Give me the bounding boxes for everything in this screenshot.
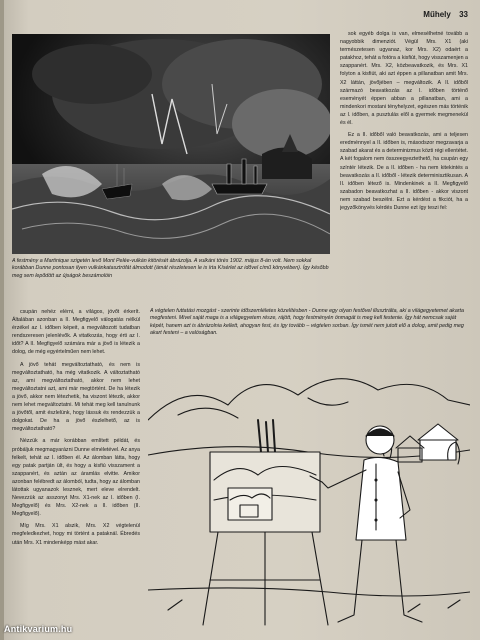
volcano-painting-art — [12, 34, 330, 254]
right-paragraph: Ez a II. időből való beavatkozás, ami a teljesen eredménnyel a II. időben is, másodszor megzavarja a szabad akarat és a determinizmus közti régi ellentétet. A két fogalom nem összeegyeztethető, ha csupán egy színtér létezik. De a II. időben - ha nem kitekintés a beavatkozás a II. időből - létezik determinisztikusan. A II. időben létező is. Mindenkinek a II. Megfigyelő szabadon beavatkozhat a II. időben - akkor viszont nem szabad beszélni. Ezt a kérdést a fikciót, ha a jegyzőkönyvés kérdés Dunne ezt így teszi fel: — [340, 132, 468, 211]
photo-caption-text: A festmény a Martinique szigetén levő Mont Pelée-vulkán kitörését ábrázolja. A vulkáni törés 1902. május 8-án volt. Nem sokkal korábban Dunne pontosan ilyen vulkánkatasztrófát álmodott (ámát részletesen le is írta Kísérlet az idővel című könyvében). Így később meg sem lepődött az újságok beszámolóin — [12, 258, 329, 279]
painter-illustration-art — [148, 360, 470, 630]
left-paragraph: Míg Mrs. X1 alszik, Mrs. X2 végtelenül megfeledkezhet, hogy mi történt a pataknál. Ébredés után Mrs. X1 mindenképp mást akar. — [12, 523, 140, 546]
page-header — [423, 10, 468, 19]
drawing-caption-text: A végtelen futtatási mozgást - szerinte időszemléletes közelítésben - Dunne egy olyan festővel illusztrálta, aki a világegyetemet akarta megfesteni. Mivel saját maga is a világegyetem része, rájött, hogy festményén önmagát is meg kell festenie. Így hát nemcsak saját képét, hanem azt is ábrázolnia kellett, ahogyan fest, és így tovább – végtelen sorban. Így ismét nem jutott elő a dolog, amit pedig meg akart festeni – a valóságban. — [150, 308, 464, 337]
left-column — [12, 308, 140, 633]
section-title: Műhely — [423, 10, 451, 19]
photo-caption — [12, 258, 330, 302]
left-paragraph: csupán nehéz elérni, a világos, jövőt érkerít. Általában azonban a II. Megfigyelő válogatás nélkül érzékel az I. időben képeit, a megváltozott tudatban rendszeresen jelenlévők. A vitatkozás, hogy érti az I. időt? A II. Megfigyelő számára már a jövő is létezik a dolog, de még egyértelműen nem lehet. — [12, 309, 140, 356]
right-paragraph: sok egyéb dolga is van, elmesélhetné tovább a nagyobbik dimenziót. Végül Mrs. X1 (aki természetesen ugyanaz, kor Mrs. X2) odaért a patakhoz, tehát a fotóra a kisfiút, hogy visszamenjen a szappanért. Mrs. X2, közbeavatkozik, és Mrs. X1 folyton a kisfiút, aki azt éppen a pillanatban amit Mrs. X2 láttán, jövőjében – megváltozik. A II. időből származó beavatkozás az I. időben történő eseményét éppen abban a pillanatban, ami a mindenkori mostani tényhelyzet, egészen más történik az I. időben, a pusztulás elől a gyermek megmenekül és él. — [340, 31, 468, 127]
page-edge — [0, 0, 4, 640]
volcano-painting — [12, 34, 330, 254]
drawing-caption — [150, 308, 470, 358]
page-number: 33 — [459, 10, 468, 19]
left-paragraph: Nézzük a már korábban említett példát, és próbáljuk megmagyarázni Dunne elméletével. Az anya felkelt, tehát az I. időben él. Az álomban látta, hogy egy patak partján ült, és hogy a kisfiú visszament a szappanért, és aztán az áramlás elvitte. Amikor azonban felébredt az álomból, tudta, hogy az álomban látottak ugyanazok lesznek, mert eleve elrendelt. Nevezzük az asszonyt Mrs. X1-nek az I. időben (I. Megfigyelő) és Mrs. X2-nek a II. időben (II. Megfigyelő). — [12, 438, 140, 518]
painter-illustration — [148, 360, 470, 630]
left-paragraph: A jövő tehát megváltoztatható, és nem is megváltoztatható, ha még vitatkozik. A változtatható az, ami megváltoztatható, akkor nem lehet megváltoztatni azt, ami már megtörtént. De ha létezik a jövő, akkor nem létezhetik, ha viszont létezik, akkor nem lehet megváltoztatni. Mi tehát meg kell tanulnunk a jövőtől, amit észlelünk, hogy lássuk és rendezzük a dolgokat. De ha a jövő észlelhető, az is megváltoztatható? — [12, 361, 140, 433]
watermark-text: Antikvarium.hu — [4, 624, 73, 634]
